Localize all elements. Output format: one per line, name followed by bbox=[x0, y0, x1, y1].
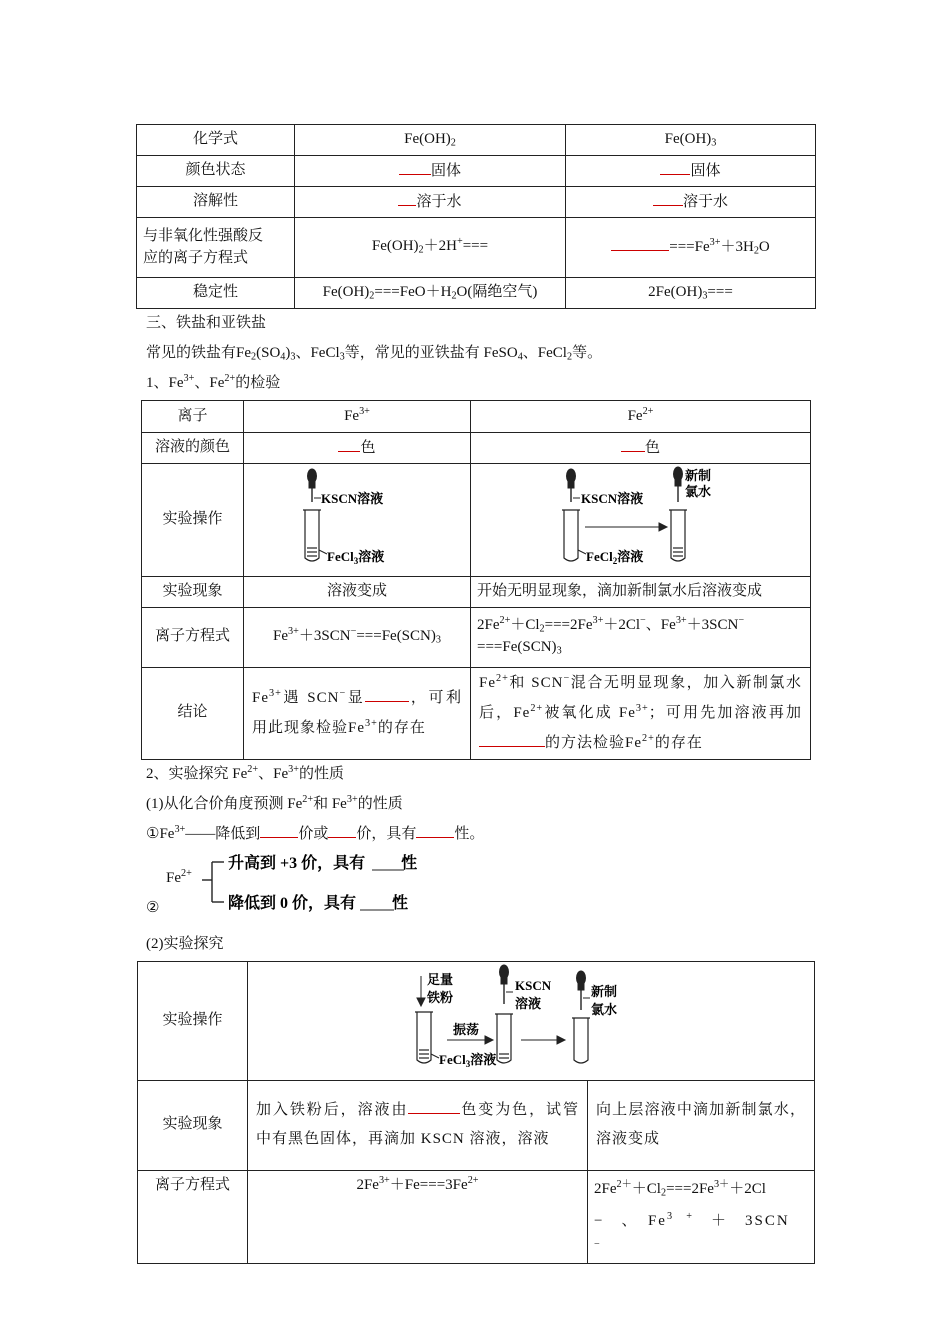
fe2-branch-diagram bbox=[200, 850, 430, 920]
fe3-equation: $Fe^{3+}+3SCN^-===Fe(SCN)_3$ bbox=[244, 607, 471, 667]
row-label-solution-color: 溶液的颜色 bbox=[142, 433, 244, 464]
fe3-phenomenon: 溶液变成 bbox=[244, 576, 471, 607]
chlorine-label-2: 氯水 bbox=[684, 484, 711, 499]
feoh3-color: 固体 bbox=[566, 156, 816, 187]
iron-powder-diagram bbox=[411, 962, 651, 1072]
section3-heading: 三、铁盐和亚铁盐 bbox=[146, 315, 267, 331]
kscn-label-2: 溶液 bbox=[515, 996, 542, 1011]
fe2-solution-color: 色 bbox=[471, 433, 811, 464]
chlorine-label-2: 氯水 bbox=[591, 1002, 618, 1017]
section3-sub1: 1、$Fe^{3+}$、$Fe^{2+}$的检验 bbox=[146, 372, 281, 391]
chlorine-label-1: 新制 bbox=[684, 468, 711, 483]
row-label-stability: 稳定性 bbox=[137, 278, 295, 309]
chlorine-label-1: 新制 bbox=[591, 984, 618, 999]
fecl2-label: FeCl$_2$溶液 bbox=[585, 549, 643, 566]
arrow-right-icon bbox=[585, 523, 667, 531]
test-tube-icon bbox=[495, 1014, 513, 1063]
row-label-exp-phenomenon: 实验现象 bbox=[138, 1080, 248, 1170]
col-header-fe3: $Fe^{3+}$ bbox=[244, 401, 471, 433]
feoh3-stability: $2Fe(OH)_3===$ bbox=[566, 278, 816, 309]
exp-operation-figure bbox=[248, 962, 815, 1081]
fe3-conclusion: $Fe^{3+}$遇 SCN−显 ，可利用此现象检验$Fe^{3+}$的存在 bbox=[244, 667, 471, 759]
brace-icon bbox=[202, 862, 224, 902]
fe3-operation-figure bbox=[244, 464, 471, 577]
exp-phenomenon-iron: 加入铁粉后，溶液由 色变为色，试管中有黑色固体，再滴加 KSCN 溶液，溶液 bbox=[248, 1080, 588, 1170]
row-label-operation: 实验操作 bbox=[142, 464, 244, 577]
section3-intro: 常见的铁盐有$Fe_2(SO_4)_3$、FeCl$_3$等，常见的亚铁盐有 FeSO$_4$、FeCl$_2$等。 bbox=[146, 345, 603, 363]
feoh3-acid-eq: $===Fe^{3+}+3H_2O$ bbox=[566, 218, 816, 278]
arrow-down-icon bbox=[417, 976, 425, 1006]
dropper-icon bbox=[566, 469, 575, 502]
explore-p2: (2)实验探究 bbox=[146, 936, 224, 952]
fe2-equation: $2Fe^{2+}+Cl_2===2Fe^{3+}+2Cl^-$、$Fe^{3+}+3SCN^-$ $===Fe(SCN)_3$ bbox=[471, 607, 811, 667]
fe3-prediction: $①Fe^{3+}——$降低到 价或 价，具有 性。 bbox=[146, 823, 485, 842]
iron-label-2: 铁粉 bbox=[427, 990, 454, 1005]
col-header-fe2: $Fe^{2+}$ bbox=[471, 401, 811, 433]
fecl3-label: FeCl$_3$溶液 bbox=[439, 1052, 497, 1069]
row-label-conclusion: 结论 bbox=[142, 667, 244, 759]
dropper-icon bbox=[308, 469, 317, 502]
circle-two: ② bbox=[146, 900, 160, 916]
test-tube-icon bbox=[669, 510, 687, 561]
row-label-acid: 与非氧化性强酸反 应的离子方程式 bbox=[137, 218, 295, 278]
arrow-right-icon bbox=[447, 1036, 493, 1044]
row-label-color: 颜色状态 bbox=[137, 156, 295, 187]
col-header-feoh3: $Fe(OH)_3$ bbox=[566, 125, 816, 156]
feoh2-solubility: 溶于水 bbox=[295, 187, 566, 218]
fe3-kscn-diagram bbox=[257, 464, 457, 568]
col-header-feoh2: $Fe(OH)_2$ bbox=[295, 125, 566, 156]
fe2-conclusion: $Fe^{2+}$和 SCN−混合无明显现象，加入新制氯水后，$Fe^{2+}$被氧化成 $Fe^{3+}$；可用先加溶液再加的方法检验$Fe^{2+}$的存在 bbox=[471, 667, 811, 759]
test-tube-icon bbox=[415, 1012, 433, 1063]
arrow-right-icon bbox=[521, 1036, 565, 1044]
explore-p1: (1)从化合价角度预测 $Fe^{2+}$和 $Fe^{3+}$的性质 bbox=[146, 793, 403, 812]
dropper-icon bbox=[500, 965, 509, 1004]
ion-test-table bbox=[141, 400, 811, 760]
branch-up-text: 升高到 +3 价，具有 性 bbox=[228, 855, 418, 872]
row-label-solubility: 溶解性 bbox=[137, 187, 295, 218]
feoh2-acid-eq: $Fe(OH)_2+2H^+===$ bbox=[295, 218, 566, 278]
experiment-table bbox=[137, 961, 815, 1264]
row-label-phenomenon: 实验现象 bbox=[142, 576, 244, 607]
exp-equation-iron: $2Fe^{3+}+Fe===3Fe^{2+}$ bbox=[248, 1170, 588, 1264]
fe2-operation-figure bbox=[471, 464, 811, 577]
col-header-formula: 化学式 bbox=[137, 125, 295, 156]
feoh3-solubility: 溶于水 bbox=[566, 187, 816, 218]
col-header-ion: 离子 bbox=[142, 401, 244, 433]
row-label-exp-equation: 离子方程式 bbox=[138, 1170, 248, 1264]
dropper-icon bbox=[673, 467, 682, 502]
hydroxide-table bbox=[136, 124, 816, 309]
fe2-phenomenon: 开始无明显现象，滴加新制氯水后溶液变成 bbox=[471, 576, 811, 607]
shake-label: 振荡 bbox=[453, 1022, 480, 1037]
exp-phenomenon-chlorine: 向上层溶液中滴加新制氯水，溶液变成 bbox=[588, 1080, 815, 1170]
test-tube-icon bbox=[562, 510, 580, 561]
feoh2-color: 固体 bbox=[295, 156, 566, 187]
fe2-ion-label: $Fe^{2+}$ bbox=[166, 867, 192, 886]
feoh2-stability: $Fe(OH)_2===FeO+H_2O$(隔绝空气) bbox=[295, 278, 566, 309]
kscn-label: KSCN溶液 bbox=[321, 491, 384, 506]
fecl3-label: FeCl$_3$溶液 bbox=[327, 549, 385, 566]
fe3-solution-color: 色 bbox=[244, 433, 471, 464]
test-tube-icon bbox=[572, 1018, 590, 1063]
test-tube-icon bbox=[303, 510, 321, 561]
explore-sub2: 2、实验探究 $Fe^{2+}$、$Fe^{3+}$的性质 bbox=[146, 763, 344, 782]
exp-equation-chlorine: $2Fe^{2+}+Cl_2===2Fe^{3+}+2Cl$ − 、 $Fe^{3 +}$ ＋ 3SCN − bbox=[588, 1170, 815, 1264]
row-label-exp-operation: 实验操作 bbox=[138, 962, 248, 1081]
branch-down-text: 降低到 0 价，具有 性 bbox=[228, 895, 409, 912]
fe2-kscn-cl-diagram bbox=[541, 464, 741, 568]
iron-label-1: 足量 bbox=[427, 972, 454, 987]
dropper-icon bbox=[577, 971, 586, 1010]
kscn-label: KSCN溶液 bbox=[580, 491, 643, 506]
kscn-label-1: KSCN bbox=[515, 978, 552, 993]
row-label-equation: 离子方程式 bbox=[142, 607, 244, 667]
